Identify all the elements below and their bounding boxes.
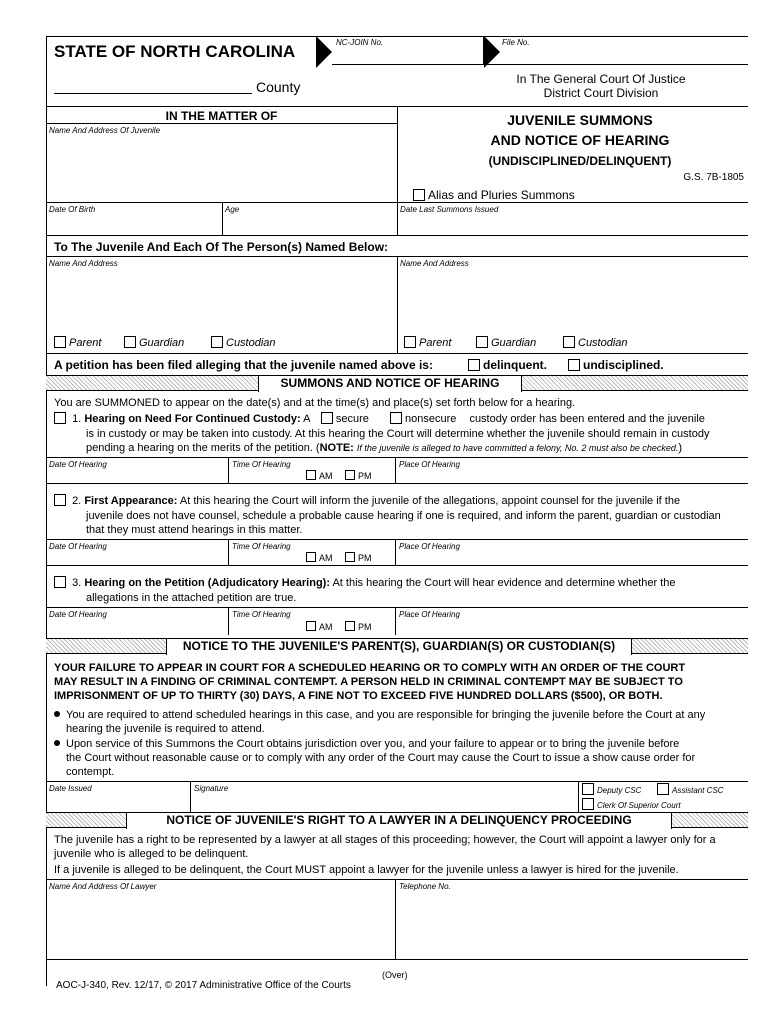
age-label: Age <box>225 205 240 214</box>
matter-heading: IN THE MATTER OF <box>165 109 278 123</box>
hearing1-title: Hearing on Need For Continued Custody: <box>84 413 301 425</box>
delinquent-checkbox[interactable] <box>468 359 480 371</box>
date-issued-label: Date Issued <box>49 784 92 793</box>
hearing2-checkbox[interactable] <box>54 494 66 506</box>
dob-label: Date Of Birth <box>49 205 96 214</box>
alias-summons-option[interactable] <box>413 188 575 202</box>
hearing3-line1: 3. Hearing on the Petition (Adjudicatory Hearing): At this hearing the Court will hear evidence and determine whether the <box>54 576 675 590</box>
hearing2-line2: juvenile does not have counsel, schedule a probable cause hearing if one is required, and inform the parent, guardian or custodian <box>86 510 721 522</box>
notice-heading: NOTICE TO THE JUVENILE'S PARENT(S), GUARDIAN(S) OR CUSTODIAN(S) <box>166 639 632 655</box>
lawyer-p1-line2: juvenile who is alleged to be delinquent. <box>54 848 249 860</box>
nonsecure-checkbox[interactable] <box>390 412 402 424</box>
assistant-csc-option[interactable]: Assistant CSC <box>657 783 724 795</box>
hearing3-title: Hearing on the Petition (Adjudicatory Hearing): <box>84 577 330 589</box>
alias-checkbox[interactable] <box>413 189 425 201</box>
bullet2-line3: contempt. <box>66 766 115 778</box>
file-no-label: File No. <box>502 38 530 47</box>
county-blank[interactable] <box>54 93 252 94</box>
warning-line-3: IMPRISONMENT OF UP TO THIRTY (30) DAYS, A FINE NOT TO EXCEED FIVE HUNDRED DOLLARS ($500), OR BOTH. <box>54 690 663 702</box>
person1-name-address-label: Name And Address <box>49 259 118 268</box>
court-line-2: District Court Division <box>543 86 659 100</box>
bullet-icon <box>54 711 60 717</box>
bullet2-line2: the Court without reasonable cause or to comply with any order of the Court may cause the Court to issue a show cause order for <box>66 752 696 764</box>
county-label: County <box>256 79 301 95</box>
title-line-2: AND NOTICE OF HEARING <box>490 132 670 148</box>
person1-guardian-option[interactable]: Guardian <box>124 336 184 349</box>
bullet-icon-2 <box>54 740 60 746</box>
h2-time-label: Time Of Hearing <box>232 542 291 551</box>
warning-line-2: MAY RESULT IN A FINDING OF CRIMINAL CONTEMPT. A PERSON HELD IN CRIMINAL CONTEMPT MAY BE SUBJECT TO <box>54 676 683 688</box>
person1-parent-checkbox[interactable] <box>54 336 66 348</box>
hearing1-line2: is in custody or may be taken into custody. At this hearing the Court will determine whether the juvenile should remain in custody <box>86 428 710 440</box>
hearing1-checkbox[interactable] <box>54 412 66 424</box>
person1-custodian-option[interactable]: Custodian <box>211 336 276 349</box>
lawyer-heading: NOTICE OF JUVENILE'S RIGHT TO A LAWYER IN A DELINQUENCY PROCEEDING <box>126 813 672 829</box>
summons-intro: You are SUMMONED to appear on the date(s) and at the time(s) and place(s) set forth below for a hearing. <box>54 397 576 409</box>
hearing1-line3: pending a hearing on the merits of the petition. (NOTE: If the juvenile is alleged to have committed a felony, No. 2 must also be checked.) <box>86 442 683 454</box>
delinquent-option[interactable]: delinquent. <box>468 358 547 372</box>
warning-line-1: YOUR FAILURE TO APPEAR IN COURT FOR A SCHEDULED HEARING OR TO COMPLY WITH AN ORDER OF THE COURT <box>54 662 686 674</box>
court-line-1: In The General Court Of Justice <box>516 72 686 86</box>
person1-guardian-checkbox[interactable] <box>124 336 136 348</box>
h1-pm-option[interactable]: PM <box>345 470 372 481</box>
over-text: (Over) <box>382 970 408 980</box>
person2-guardian-checkbox[interactable] <box>476 336 488 348</box>
person2-custodian-option[interactable]: Custodian <box>563 336 628 349</box>
bullet1-line2: hearing the juvenile is required to attend. <box>66 723 265 735</box>
secure-checkbox[interactable] <box>321 412 333 424</box>
h1-place-label: Place Of Hearing <box>399 460 460 469</box>
lawyer-p1-line1: The juvenile has a right to be represented by a lawyer at all stages of this proceeding; however, the Court will appoint a lawyer only for a <box>54 834 716 846</box>
h2-pm-option[interactable]: PM <box>345 552 372 563</box>
title-line-1: JUVENILE SUMMONS <box>507 112 653 128</box>
hearing2-line1: 2. First Appearance: At this hearing the Court will inform the juvenile of the allegations, appoint counsel for the juvenile if the <box>54 494 680 508</box>
h3-pm-option[interactable]: PM <box>345 621 372 632</box>
h2-am-option[interactable]: AM <box>306 552 333 563</box>
person2-guardian-option[interactable]: Guardian <box>476 336 536 349</box>
summons-heading: SUMMONS AND NOTICE OF HEARING <box>258 376 522 392</box>
form-number: AOC-J-340, Rev. 12/17, © 2017 Administrative Office of the Courts <box>56 980 351 991</box>
last-summons-label: Date Last Summons Issued <box>400 205 499 214</box>
hearing2-line3: that they must attend hearings in this matter. <box>86 524 303 536</box>
person1-custodian-checkbox[interactable] <box>211 336 223 348</box>
h1-date-label: Date Of Hearing <box>49 460 107 469</box>
bullet2-line1: Upon service of this Summons the Court obtains jurisdiction over you, and your failure to appear or to bring the juvenile before <box>54 737 679 751</box>
person2-name-address-label: Name And Address <box>400 259 469 268</box>
h3-date-label: Date Of Hearing <box>49 610 107 619</box>
hearing3-checkbox[interactable] <box>54 576 66 588</box>
telephone-label: Telephone No. <box>399 882 451 891</box>
title-line-3: (UNDISCIPLINED/DELINQUENT) <box>488 154 672 168</box>
petition-text: A petition has been filed alleging that the juvenile named above is: <box>54 358 433 372</box>
juvenile-name-address-label: Name And Address Of Juvenile <box>49 126 161 135</box>
person1-parent-option[interactable]: Parent <box>54 336 101 349</box>
hearing3-line2: allegations in the attached petition are true. <box>86 592 297 604</box>
person2-parent-checkbox[interactable] <box>404 336 416 348</box>
alias-label: Alias and Pluries Summons <box>428 188 575 202</box>
arrow-marker-icon <box>316 36 332 68</box>
h3-place-label: Place Of Hearing <box>399 610 460 619</box>
hearing1-line1: 1. Hearing on Need For Continued Custody: A secure nonsecure custody order has been entered and the juvenile <box>54 412 744 426</box>
signature-label: Signature <box>194 784 229 793</box>
h1-time-label: Time Of Hearing <box>232 460 291 469</box>
persons-heading: To The Juvenile And Each Of The Person(s) Named Below: <box>54 240 389 254</box>
lawyer-name-label: Name And Address Of Lawyer <box>49 882 157 891</box>
undisciplined-checkbox[interactable] <box>568 359 580 371</box>
person2-custodian-checkbox[interactable] <box>563 336 575 348</box>
statute-ref: G.S. 7B-1805 <box>683 172 744 183</box>
clerk-option[interactable]: Clerk Of Superior Court <box>582 798 681 810</box>
h1-am-option[interactable]: AM <box>306 470 333 481</box>
deputy-csc-option[interactable]: Deputy CSC <box>582 783 641 795</box>
nc-join-label: NC-JOIN No. <box>336 38 384 47</box>
h3-time-label: Time Of Hearing <box>232 610 291 619</box>
state-name: STATE OF NORTH CAROLINA <box>54 42 296 61</box>
h2-place-label: Place Of Hearing <box>399 542 460 551</box>
h2-date-label: Date Of Hearing <box>49 542 107 551</box>
person2-parent-option[interactable]: Parent <box>404 336 451 349</box>
lawyer-p2: If a juvenile is alleged to be delinquent, the Court MUST appoint a lawyer for the juvenile unless a lawyer is hired for the juvenile. <box>54 864 679 876</box>
bullet1-line1: You are required to attend scheduled hearings in this case, and you are responsible for bringing the juvenile before the Court at any <box>54 708 705 722</box>
h3-am-option[interactable]: AM <box>306 621 333 632</box>
hearing2-title: First Appearance: <box>84 495 178 507</box>
undisciplined-option[interactable]: undisciplined. <box>568 358 664 372</box>
